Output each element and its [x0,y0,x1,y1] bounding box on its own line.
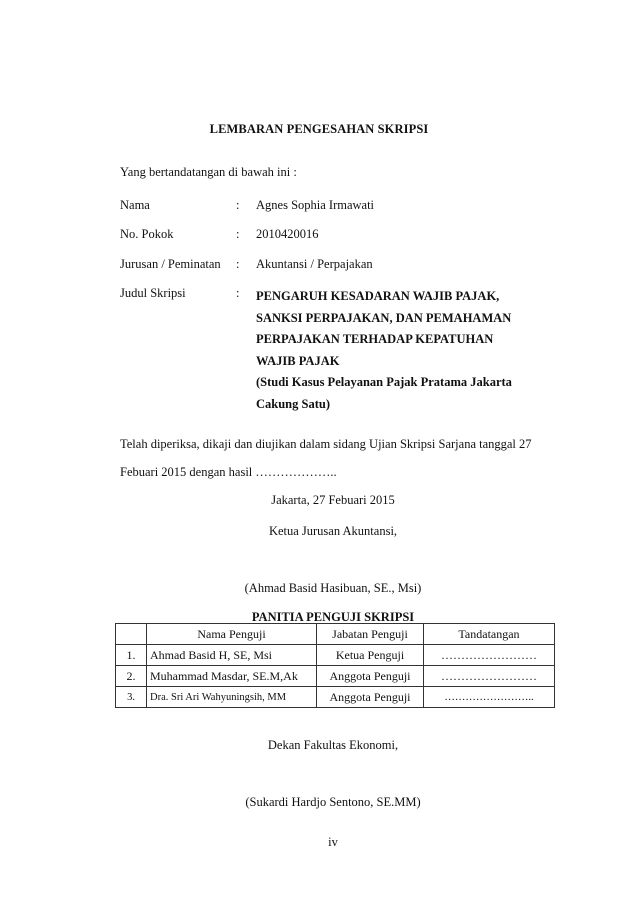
table-header-ttd: Tandatangan [424,624,555,645]
table-header-no [116,624,147,645]
row-signature: …………………….. [424,687,555,708]
row-jabatan: Anggota Penguji [317,687,424,708]
row-jabatan: Ketua Penguji [317,645,424,666]
row-number: 2. [116,666,147,687]
judul-line: PENGARUH KESADARAN WAJIB PAJAK, [256,289,500,303]
row-name: Dra. Sri Ari Wahyuningsih, MM [147,687,317,708]
row-number: 1. [116,645,147,666]
panitia-title: PANITIA PENGUJI SKRIPSI [251,610,415,624]
row-signature: …………………… [424,666,555,687]
judul-line: WAJIB PAJAK [256,353,340,368]
judul-line: SANKSI PERPAJAKAN, DAN PEMAHAMAN [256,310,512,325]
table-header-name: Nama Penguji [147,624,317,645]
field-label-nama: Nama [120,198,150,212]
judul-line: Cakung Satu) [256,396,330,411]
dekan-title: Dekan Fakultas Ekonomi, [267,738,399,752]
field-value-no-pokok: 2010420016 [256,227,319,241]
field-label-no-pokok: No. Pokok [120,227,174,241]
field-colon-judul: : [236,286,240,300]
field-value-jurusan: Akuntansi / Perpajakan [256,257,373,271]
field-value-nama: Agnes Sophia Irmawati [256,198,375,212]
field-label-judul: Judul Skripsi [120,286,186,300]
paragraph-line: Telah diperiksa, dikaji dan diujikan dalam sidang Ujian Skripsi Sarjana tanggal 27 [120,437,532,451]
page-number: iv [328,835,338,849]
dekan-name: (Sukardi Hardjo Sentono, SE.MM) [245,795,421,809]
examiner-table [115,623,555,708]
ketua-title: Ketua Jurusan Akuntansi, [268,524,398,538]
table-header-jabatan: Jabatan Penguji [317,624,424,645]
judul-value [256,286,556,415]
table-row [116,645,555,666]
judul-line: PERPAJAKAN TERHADAP KEPATUHAN [256,332,494,346]
exam-paragraph [120,430,550,486]
paragraph-line: Febuari 2015 dengan hasil ……………….. [120,465,337,479]
row-signature: …………………… [424,645,555,666]
field-colon-no-pokok: : [236,227,240,241]
judul-line: (Studi Kasus Pelayanan Pajak Pratama Jakarta [256,375,512,389]
table-row [116,666,555,687]
row-jabatan: Anggota Penguji [317,666,424,687]
field-colon-jurusan: : [236,257,240,271]
location-date: Jakarta, 27 Febuari 2015 [271,493,395,507]
page-title: LEMBARAN PENGESAHAN SKRIPSI [209,122,429,136]
field-label-jurusan: Jurusan / Peminatan [120,257,221,271]
table-row [116,687,555,708]
intro-text: Yang bertandatangan di bawah ini : [120,165,297,179]
table-header-row [116,624,555,645]
field-colon-nama: : [236,198,240,212]
ketua-name: (Ahmad Basid Hasibuan, SE., Msi) [244,581,422,595]
row-number: 3. [116,687,147,708]
row-name: Muhammad Masdar, SE.M,Ak [147,666,317,687]
row-name: Ahmad Basid H, SE, Msi [147,645,317,666]
